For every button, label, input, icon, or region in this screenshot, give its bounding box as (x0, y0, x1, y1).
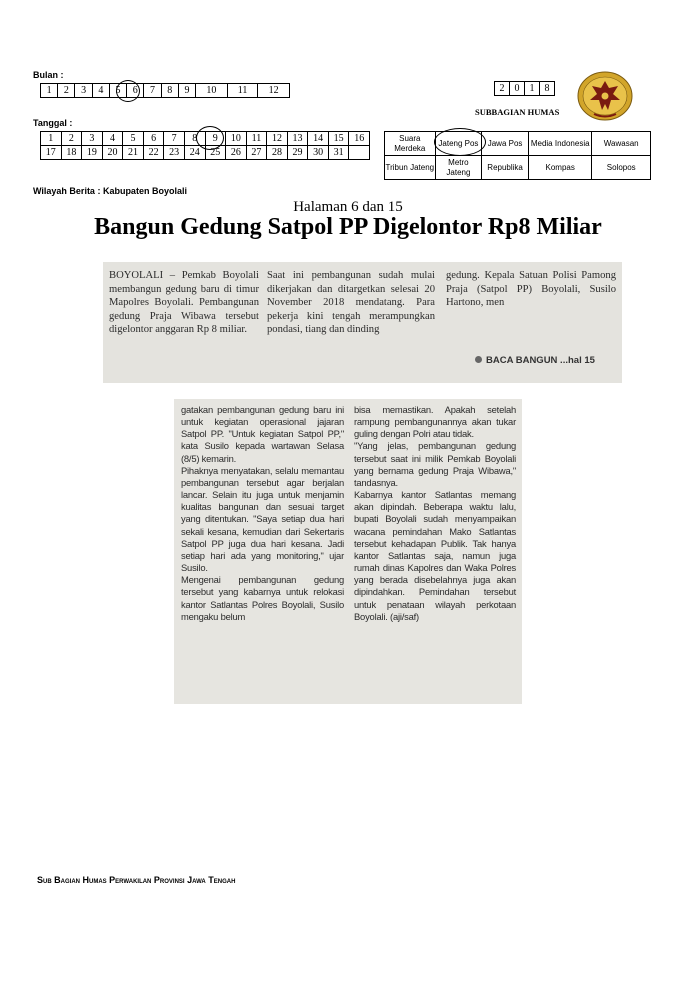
media-selection-circle (434, 128, 486, 156)
empty-cell (349, 146, 370, 160)
clip2-left-column (181, 404, 344, 623)
number-cell: 5 (109, 84, 126, 98)
number-cell: 15 (328, 132, 349, 146)
number-cell: 19 (82, 146, 103, 160)
year-digit: 2 (495, 82, 510, 96)
number-cell: 11 (227, 84, 258, 98)
media-cell: Suara Merdeka (385, 132, 436, 156)
clip1-column-3: gedung. Kepala Satuan Polisi Pamong Praja (Satpol PP) Boyolali, Susilo Hartono, men (446, 270, 616, 309)
bulan-grid (40, 83, 290, 98)
media-cell: Tribun Jateng (385, 156, 436, 180)
number-cell: 20 (102, 146, 123, 160)
year-digit: 0 (510, 82, 525, 96)
number-cell: 14 (308, 132, 329, 146)
number-cell: 24 (184, 146, 205, 160)
year-digit: 1 (525, 82, 540, 96)
tanggal-label: Tanggal : (33, 118, 73, 128)
paragraph: bisa memastikan. Apakah setelah rampung pembangunannya akan tukar guling dengan Polri atau tidak. (354, 404, 516, 440)
paragraph: Kabarnya kantor Satlantas memang akan dipindah. Beberapa waktu lalu, bupati Boyolali sudah menyampaikan wacana pemindahan Mako Satlantas tersebut kehadapan Publik. Tak hanya kantor Satlantas saja, namun juga rumah dinas Kapolres dan Waka Polres yang berada disebelahnya juga akan dipindahkan. Pemindahan tersebut untuk penataan wilayah perkotaan Boyolali. (aji/saf) (354, 489, 516, 622)
media-cell: Jateng Pos (435, 132, 482, 156)
number-cell: 13 (287, 132, 308, 146)
media-cell: Solopos (592, 156, 651, 180)
number-cell: 8 (161, 84, 178, 98)
garuda-emblem-icon (576, 70, 634, 122)
media-table (384, 131, 651, 180)
number-cell: 10 (226, 132, 247, 146)
page-reference: Halaman 6 dan 15 (293, 199, 403, 215)
number-cell: 4 (102, 132, 123, 146)
baca-reference (475, 350, 595, 368)
number-cell: 22 (143, 146, 164, 160)
paragraph: gatakan pembangunan gedung baru ini untuk kegiatan operasional jajaran Satpol PP. "Untuk kegiatan Satpol PP," kata Susilo kepada wartawan Selasa (8/5) kemarin. (181, 404, 344, 464)
clip1-column-1: BOYOLALI – Pemkab Boyolali membangun gedung baru di timur Mapolres Boyolali. Pembangunan gedung Praja Wibawa tersebut digelontor anggaran Rp 8 miliar. (109, 270, 259, 336)
media-cell: Metro Jateng (435, 156, 482, 180)
number-cell: 28 (267, 146, 288, 160)
year-box (494, 81, 555, 96)
subbagian-humas: SUBBAGIAN HUMAS (475, 107, 560, 117)
number-cell: 9 (178, 84, 195, 98)
number-cell: 29 (287, 146, 308, 160)
number-cell: 26 (226, 146, 247, 160)
number-cell: 16 (349, 132, 370, 146)
number-cell: 27 (246, 146, 267, 160)
paragraph: Mengenai pembangunan gedung tersebut yang kabarnya untuk relokasi kantor Satlantas Polres Boyolali, Susilo mengaku belum (181, 574, 344, 622)
number-cell: 12 (267, 132, 288, 146)
number-cell: 23 (164, 146, 185, 160)
number-cell: 25 (205, 146, 226, 160)
year-digit: 8 (540, 82, 555, 96)
number-cell: 18 (61, 146, 82, 160)
number-cell: 3 (82, 132, 103, 146)
news-clipping-bottom (174, 399, 522, 704)
number-cell: 8 (184, 132, 205, 146)
number-cell: 6 (143, 132, 164, 146)
number-cell: 10 (196, 84, 228, 98)
bulan-label: Bulan : (33, 70, 64, 80)
wilayah-berita: Wilayah Berita : Kabupaten Boyolali (33, 186, 187, 196)
number-cell: 31 (328, 146, 349, 160)
paragraph: Pihaknya menyatakan, selalu memantau pembangunan tersebut agar berjalan lancar. Selain itu juga untuk menjamin kualitas bangunan dan sesuai target yang ditentukan. "Saya setiap dua hari sekali kesana, kemudian dari Sekertaris Satpol PP juga dua hari kesana. Jadi setiap hari ada yang monitoring," ujar Susilo. (181, 464, 344, 574)
number-cell: 30 (308, 146, 329, 160)
number-cell: 2 (61, 132, 82, 146)
number-cell: 12 (258, 84, 290, 98)
tanggal-selection-circle (196, 126, 224, 150)
clip1-column-2: Saat ini pembangunan sudah mulai dikerjakan dan ditargetkan selesai 20 November 2018 mendatang. Para pekerja kini tengah merampungkan pondasi, tiang dan dinding (267, 270, 435, 336)
number-cell: 1 (41, 84, 58, 98)
number-cell: 1 (41, 132, 62, 146)
number-cell: 11 (246, 132, 267, 146)
number-cell: 7 (164, 132, 185, 146)
bulan-selection-circle (116, 80, 140, 102)
number-cell: 7 (144, 84, 161, 98)
media-cell: Kompas (528, 156, 591, 180)
number-cell: 3 (75, 84, 92, 98)
news-clipping-top (103, 262, 622, 383)
headline: Bangun Gedung Satpol PP Digelontor Rp8 Miliar (94, 214, 602, 240)
number-cell: 9 (205, 132, 226, 146)
footer-department: Sub Bagian Humas Perwakilan Provinsi Jawa Tengah (37, 875, 236, 885)
number-cell: 6 (127, 84, 144, 98)
number-cell: 5 (123, 132, 144, 146)
number-cell: 17 (41, 146, 62, 160)
baca-text: BACA BANGUN ...hal 15 (486, 355, 595, 366)
media-cell: Jawa Pos (482, 132, 529, 156)
paragraph: "Yang jelas, pembangunan gedung tersebut saat ini milik Pemkab Boyolali yang bernama gedung Praja Wibawa," tandasnya. (354, 440, 516, 488)
number-cell: 4 (92, 84, 109, 98)
bullet-icon (475, 356, 482, 363)
clip2-right-column (354, 404, 516, 623)
media-cell: Media Indonesia (528, 132, 591, 156)
number-cell: 21 (123, 146, 144, 160)
media-cell: Republika (482, 156, 529, 180)
media-cell: Wawasan (592, 132, 651, 156)
number-cell: 2 (58, 84, 75, 98)
